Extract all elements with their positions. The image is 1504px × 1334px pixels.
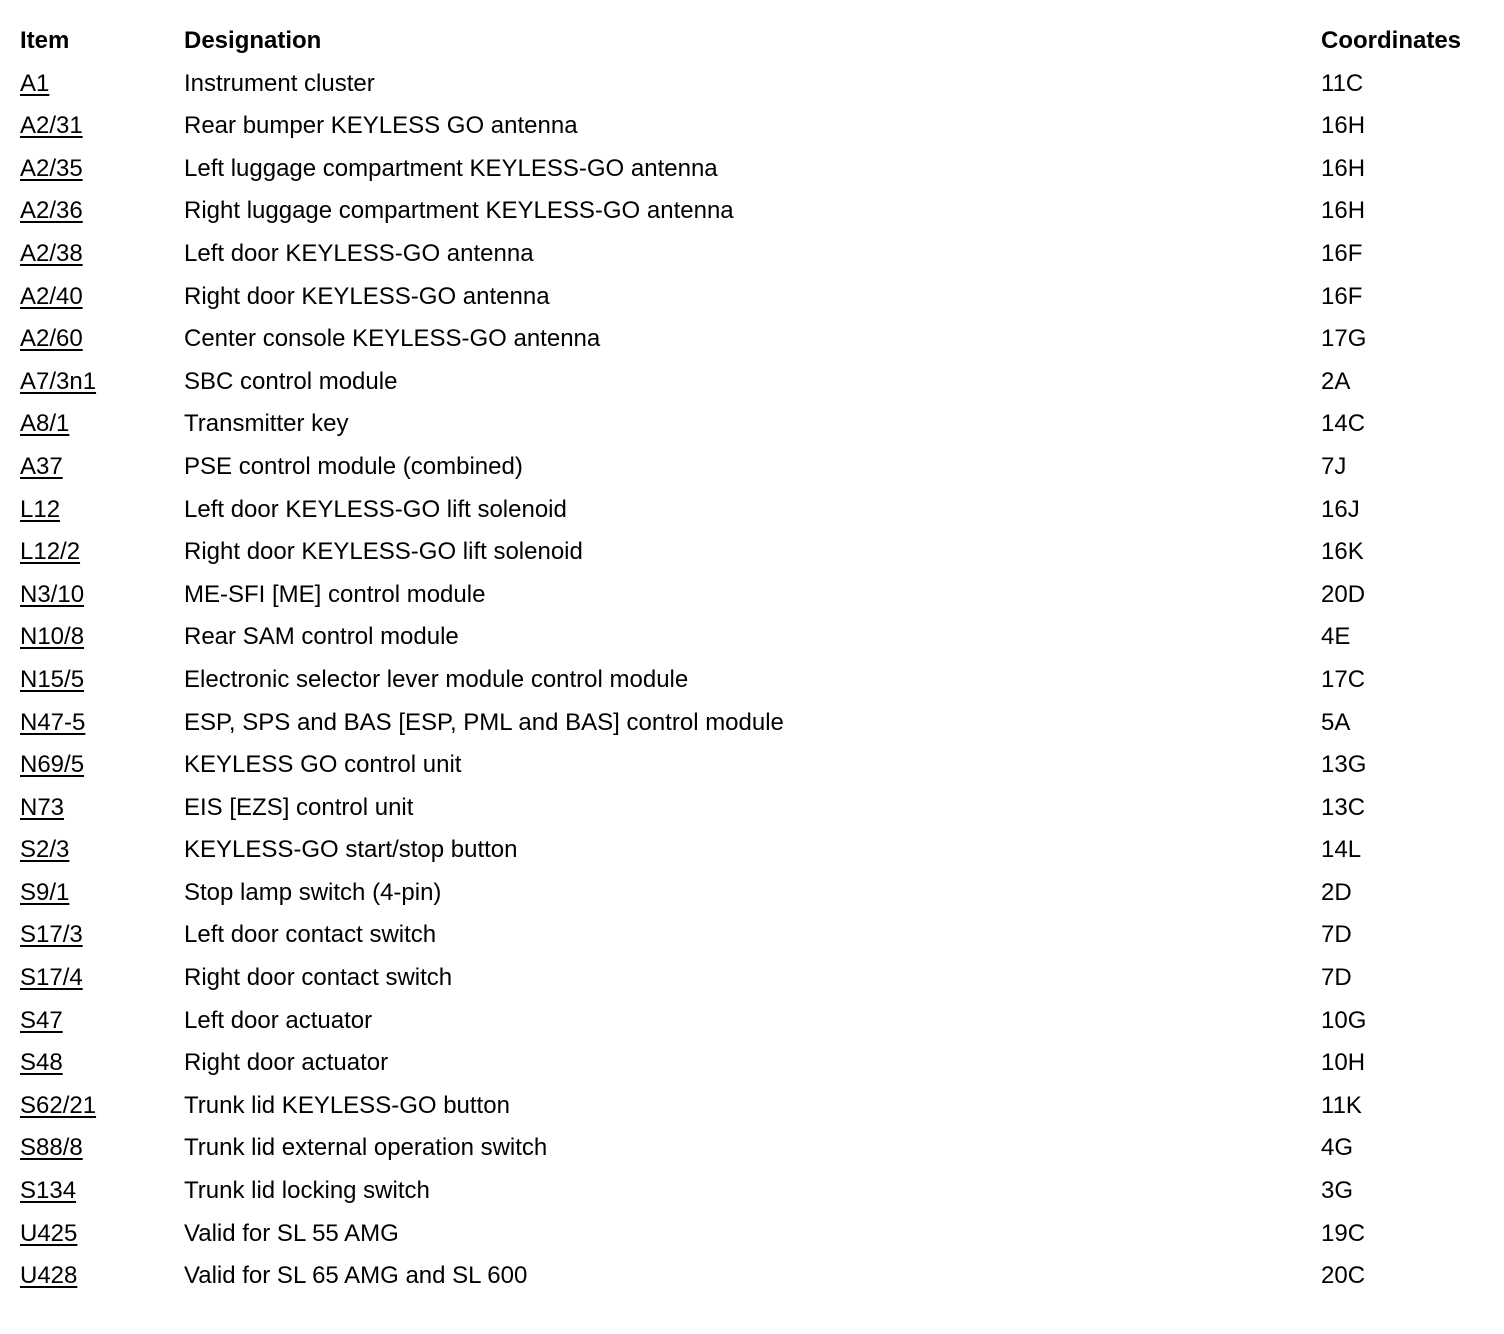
coordinates-cell: 14C — [1321, 410, 1366, 438]
designation-cell: Trunk lid external operation switch — [184, 1134, 548, 1162]
designation-cell: Electronic selector lever module control module — [184, 665, 689, 693]
table-row — [20, 1042, 1490, 1085]
table-row — [20, 1085, 1490, 1128]
designation-cell: Left door actuator — [184, 1006, 373, 1034]
coordinates-cell: 13G — [1321, 751, 1367, 779]
coordinates-cell: 2D — [1321, 878, 1352, 906]
designation-cell: EIS [EZS] control unit — [184, 793, 414, 821]
coordinates-cell: 16H — [1321, 197, 1366, 225]
coordinates-cell: 14L — [1321, 836, 1362, 864]
coordinates-cell: 16K — [1321, 538, 1364, 566]
item-cell — [20, 531, 184, 574]
table-row — [20, 446, 1490, 489]
designation-cell: Stop lamp switch (4-pin) — [184, 878, 442, 906]
item-cell — [20, 63, 184, 106]
coordinates-cell: 17C — [1321, 665, 1366, 693]
item-cell — [20, 1127, 184, 1170]
table-row — [20, 63, 1490, 106]
designation-cell: Right door contact switch — [184, 964, 453, 992]
item-cell — [20, 276, 184, 319]
table-row — [20, 276, 1490, 319]
item-link[interactable]: S88/8 — [20, 1134, 83, 1162]
item-link[interactable]: S134 — [20, 1177, 77, 1205]
table-row — [20, 148, 1490, 191]
coordinates-cell: 7J — [1321, 452, 1347, 480]
item-link[interactable]: U425 — [20, 1219, 78, 1247]
table-row — [20, 914, 1490, 957]
item-link[interactable]: S17/3 — [20, 921, 83, 949]
item-link[interactable]: S62/21 — [20, 1091, 97, 1119]
item-link[interactable]: L12/2 — [20, 538, 81, 566]
item-cell — [20, 914, 184, 957]
item-link[interactable]: N69/5 — [20, 751, 85, 779]
designation-cell: Valid for SL 55 AMG — [184, 1219, 399, 1247]
item-cell — [20, 190, 184, 233]
designation-cell: Center console KEYLESS-GO antenna — [184, 325, 601, 353]
coordinates-cell: 7D — [1321, 921, 1352, 949]
coordinates-cell: 13C — [1321, 793, 1366, 821]
coordinates-cell: 16H — [1321, 112, 1366, 140]
table-row — [20, 872, 1490, 915]
designation-cell: Trunk lid KEYLESS-GO button — [184, 1091, 510, 1119]
item-link[interactable]: A1 — [20, 69, 50, 97]
table-row — [20, 702, 1490, 745]
item-link[interactable]: A37 — [20, 452, 63, 480]
item-link[interactable]: A2/38 — [20, 239, 83, 267]
coordinates-cell: 4E — [1321, 623, 1351, 651]
item-cell — [20, 233, 184, 276]
table-row — [20, 1000, 1490, 1043]
designation-cell: Left door contact switch — [184, 921, 437, 949]
designation-cell: SBC control module — [184, 367, 398, 395]
item-column-header: Item — [20, 27, 70, 54]
table-row — [20, 616, 1490, 659]
table-row — [20, 233, 1490, 276]
designation-cell: Left door KEYLESS-GO lift solenoid — [184, 495, 567, 523]
item-cell — [20, 403, 184, 446]
coordinates-cell: 16F — [1321, 282, 1363, 310]
item-link[interactable]: A2/31 — [20, 112, 83, 140]
table-row — [20, 1213, 1490, 1256]
designation-cell: KEYLESS GO control unit — [184, 751, 462, 779]
table-row — [20, 787, 1490, 830]
coordinates-cell: 3G — [1321, 1177, 1354, 1205]
item-link[interactable]: N10/8 — [20, 623, 85, 651]
item-link[interactable]: L12 — [20, 495, 61, 523]
item-cell — [20, 148, 184, 191]
item-link[interactable]: A2/35 — [20, 154, 83, 182]
item-link[interactable]: S48 — [20, 1049, 63, 1077]
designation-cell: Right door KEYLESS-GO lift solenoid — [184, 538, 583, 566]
coordinates-cell: 17G — [1321, 325, 1367, 353]
item-cell — [20, 1170, 184, 1213]
item-link[interactable]: A7/3n1 — [20, 367, 97, 395]
designation-cell: Right door KEYLESS-GO antenna — [184, 282, 550, 310]
item-link[interactable]: U428 — [20, 1262, 78, 1290]
item-link[interactable]: S9/1 — [20, 878, 70, 906]
coordinates-cell: 4G — [1321, 1134, 1354, 1162]
table-row — [20, 659, 1490, 702]
table-row — [20, 403, 1490, 446]
item-link[interactable]: N73 — [20, 793, 65, 821]
item-cell — [20, 744, 184, 787]
table-row — [20, 1170, 1490, 1213]
coordinates-cell: 16J — [1321, 495, 1360, 523]
designation-cell: Valid for SL 65 AMG and SL 600 — [184, 1262, 528, 1290]
designation-cell: ME-SFI [ME] control module — [184, 580, 486, 608]
item-link[interactable]: S47 — [20, 1006, 63, 1034]
item-cell — [20, 318, 184, 361]
table-row — [20, 1127, 1490, 1170]
coordinates-cell: 20D — [1321, 580, 1366, 608]
coordinates-cell: 5A — [1321, 708, 1351, 736]
item-cell — [20, 957, 184, 1000]
item-cell — [20, 872, 184, 915]
table-row — [20, 744, 1490, 787]
item-link[interactable]: A2/40 — [20, 282, 83, 310]
item-cell — [20, 829, 184, 872]
item-cell — [20, 702, 184, 745]
coordinates-cell: 11C — [1321, 69, 1364, 97]
coordinates-cell: 16F — [1321, 239, 1363, 267]
item-cell — [20, 489, 184, 532]
item-cell — [20, 1000, 184, 1043]
coordinates-cell: 19C — [1321, 1219, 1366, 1247]
designation-cell: Trunk lid locking switch — [184, 1177, 430, 1205]
coordinates-cell: 10H — [1321, 1049, 1366, 1077]
item-cell — [20, 787, 184, 830]
table-row — [20, 318, 1490, 361]
item-cell — [20, 1042, 184, 1085]
designation-cell: Instrument cluster — [184, 69, 375, 97]
table-row — [20, 361, 1490, 404]
coordinates-cell: 7D — [1321, 964, 1352, 992]
item-link[interactable]: N15/5 — [20, 665, 85, 693]
designation-column-header: Designation — [184, 27, 322, 54]
designation-cell: Transmitter key — [184, 410, 349, 438]
legend-body — [20, 63, 1490, 1298]
coordinates-cell: 11K — [1321, 1091, 1362, 1119]
item-cell — [20, 616, 184, 659]
item-cell — [20, 574, 184, 617]
coordinates-cell: 16H — [1321, 154, 1366, 182]
designation-cell: Left luggage compartment KEYLESS-GO antenna — [184, 154, 718, 182]
table-row — [20, 957, 1490, 1000]
item-cell — [20, 659, 184, 702]
designation-cell: Right door actuator — [184, 1049, 389, 1077]
item-link[interactable]: S17/4 — [20, 964, 83, 992]
designation-cell: KEYLESS-GO start/stop button — [184, 836, 518, 864]
coordinates-cell: 10G — [1321, 1006, 1367, 1034]
designation-cell: Rear SAM control module — [184, 623, 459, 651]
item-link[interactable]: N47-5 — [20, 708, 86, 736]
table-row — [20, 829, 1490, 872]
item-cell — [20, 1085, 184, 1128]
item-link[interactable]: S2/3 — [20, 836, 70, 864]
item-link[interactable]: N3/10 — [20, 580, 85, 608]
designation-cell: Left door KEYLESS-GO antenna — [184, 239, 534, 267]
designation-cell: Right luggage compartment KEYLESS-GO antenna — [184, 197, 734, 225]
table-row — [20, 190, 1490, 233]
table-row — [20, 1255, 1490, 1298]
item-link[interactable]: A2/60 — [20, 325, 83, 353]
coordinates-cell: 20C — [1321, 1262, 1366, 1290]
component-legend-table — [20, 20, 1490, 1298]
table-row — [20, 489, 1490, 532]
item-cell — [20, 1255, 184, 1298]
coordinates-cell: 2A — [1321, 367, 1351, 395]
item-link[interactable]: A2/36 — [20, 197, 83, 225]
item-cell — [20, 361, 184, 404]
header-row — [20, 20, 1490, 63]
table-row — [20, 574, 1490, 617]
table-row — [20, 105, 1490, 148]
item-cell — [20, 1213, 184, 1256]
coordinates-column-header: Coordinates — [1321, 27, 1462, 54]
table-row — [20, 531, 1490, 574]
designation-cell: PSE control module (combined) — [184, 452, 523, 480]
item-cell — [20, 446, 184, 489]
designation-cell: Rear bumper KEYLESS GO antenna — [184, 112, 578, 140]
designation-cell: ESP, SPS and BAS [ESP, PML and BAS] control module — [184, 708, 784, 736]
item-link[interactable]: A8/1 — [20, 410, 70, 438]
item-cell — [20, 105, 184, 148]
